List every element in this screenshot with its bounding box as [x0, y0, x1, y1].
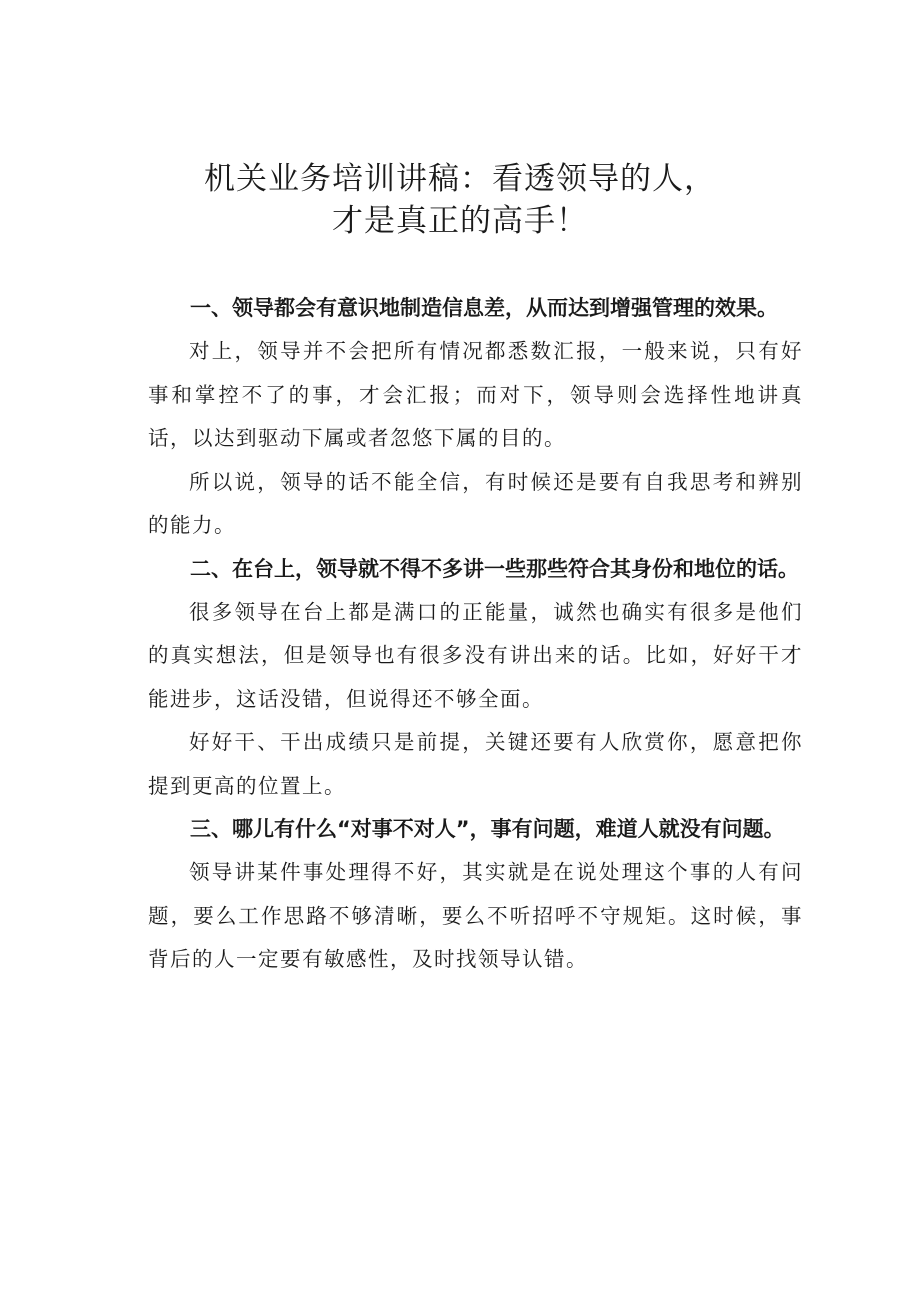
section-2-paragraph-2: 好好干、干出成绩只是前提，关键还要有人欣赏你，愿意把你提到更高的位置上。	[148, 730, 803, 798]
document-title-line-1: 机关业务培训讲稿：看透领导的人，	[204, 161, 716, 197]
section-1-paragraph-2: 所以说，领导的话不能全信，有时候还是要有自我思考和辨别的能力。	[148, 469, 803, 537]
section-2-heading: 二、在台上，领导就不得不多讲一些那些符合其身份和地位的话。	[190, 556, 799, 581]
section-3-paragraph-1: 领导讲某件事处理得不好，其实就是在说处理这个事的人有问题，要么工作思路不够清晰，要么不听招呼不守规矩。这时候，事背后的人一定要有敏感性，及时找领导认错。	[148, 860, 803, 971]
document-body	[148, 287, 803, 982]
section-1-heading: 一、领导都会有意识地制造信息差，从而达到增强管理的效果。	[190, 296, 778, 320]
section-3-heading: 三、哪儿有什么“对事不对人”，事有问题，难道人就没有问题。	[190, 817, 785, 841]
section-2-paragraph-1: 很多领导在台上都是满口的正能量，诚然也确实有很多是他们的真实想法，但是领导也有很多没有讲出来的话。比如，好好干才能进步，这话没错，但说得还不够全面。	[148, 599, 803, 711]
section-1-paragraph-1: 对上，领导并不会把所有情况都悉数汇报，一般来说，只有好事和掌控不了的事，才会汇报；而对下，领导则会选择性地讲真话，以达到驱动下属或者忽悠下属的目的。	[148, 339, 803, 450]
document-title-line-2: 才是真正的高手！	[332, 203, 588, 239]
